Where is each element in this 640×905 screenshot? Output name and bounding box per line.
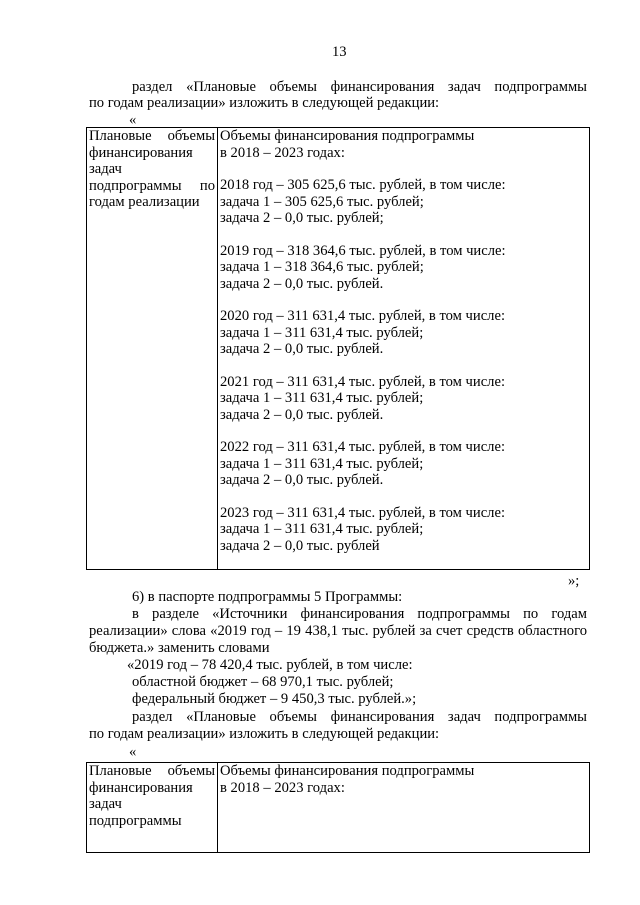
table-label-line: годам реализации — [89, 194, 200, 210]
quoted-line: областной бюджет – 68 970,1 тыс. рублей; — [132, 674, 394, 690]
open-quote: « — [129, 112, 137, 128]
close-quote: »; — [568, 573, 580, 589]
table-header-line: Объемы финансирования подпрограммы — [220, 128, 475, 144]
year-total: 2020 год – 311 631,4 тыс. рублей, в том числе: — [220, 308, 505, 324]
paragraph-line: по годам реализации» изложить в следующей редакции: — [89, 726, 440, 742]
quoted-line: федеральный бюджет – 9 450,3 тыс. рублей.»; — [132, 691, 417, 707]
table-label-line: подпрограммы по — [89, 177, 215, 194]
list-item-heading: 6) в паспорте подпрограммы 5 Программы: — [132, 589, 403, 605]
task-1-amount: задача 1 – 311 631,4 тыс. рублей; — [220, 324, 424, 341]
year-block — [220, 243, 587, 293]
table-label-line: задач — [89, 161, 122, 177]
table-value-cell — [218, 128, 590, 570]
quoted-line: «2019 год – 78 420,4 тыс. рублей, в том числе: — [127, 657, 413, 673]
financing-table-2 — [86, 762, 590, 853]
table-label-cell — [87, 763, 218, 853]
year-block — [220, 177, 587, 227]
table-value-cell — [218, 763, 590, 853]
open-quote: « — [129, 744, 137, 760]
page-number: 13 — [332, 44, 347, 60]
table-label-line: Плановые объемы — [89, 763, 215, 779]
paragraph-line: раздел «Плановые объемы финансирования задач подпрограммы — [132, 79, 587, 95]
year-total: 2019 год – 318 364,6 тыс. рублей, в том числе: — [220, 242, 506, 259]
table-label-line: задач — [89, 796, 122, 812]
task-2-amount: задача 2 – 0,0 тыс. рублей. — [220, 341, 384, 357]
year-block — [220, 439, 587, 489]
task-2-amount: задача 2 – 0,0 тыс. рублей — [220, 537, 380, 554]
table-header-line: в 2018 – 2023 годах: — [220, 779, 345, 796]
paragraph-line: реализации» слова «2019 год – 19 438,1 тыс. рублей за счет средств областного — [89, 623, 587, 639]
table-label-line: подпрограммы — [89, 812, 182, 829]
table-header-line: в 2018 – 2023 годах: — [220, 144, 345, 161]
task-2-amount: задача 2 – 0,0 тыс. рублей. — [220, 275, 384, 292]
table-label-line: финансирования — [89, 779, 193, 796]
table-label-line: финансирования — [89, 144, 193, 161]
year-total: 2018 год – 305 625,6 тыс. рублей, в том числе: — [220, 177, 506, 193]
table-label-cell — [87, 128, 218, 570]
task-2-amount: задача 2 – 0,0 тыс. рублей. — [220, 406, 384, 423]
year-block — [220, 308, 587, 358]
paragraph-line: бюджета.» заменить словами — [89, 640, 270, 656]
year-total: 2022 год – 311 631,4 тыс. рублей, в том числе: — [220, 439, 505, 455]
year-block — [220, 505, 587, 555]
paragraph-line: в разделе «Источники финансирования подпрограммы по годам — [132, 606, 587, 622]
task-1-amount: задача 1 – 318 364,6 тыс. рублей; — [220, 259, 424, 275]
year-block — [220, 374, 587, 424]
financing-table-1 — [86, 127, 590, 570]
table-header-line: Объемы финансирования подпрограммы — [220, 763, 475, 779]
table-label-line: Плановые объемы — [89, 128, 215, 144]
task-1-amount: задача 1 – 305 625,6 тыс. рублей; — [220, 193, 424, 210]
year-total: 2021 год – 311 631,4 тыс. рублей, в том числе: — [220, 373, 505, 390]
paragraph-line: раздел «Плановые объемы финансирования задач подпрограммы — [132, 709, 587, 725]
task-1-amount: задача 1 – 311 631,4 тыс. рублей; — [220, 521, 424, 537]
task-2-amount: задача 2 – 0,0 тыс. рублей. — [220, 472, 384, 488]
task-1-amount: задача 1 – 311 631,4 тыс. рублей; — [220, 390, 424, 406]
year-total: 2023 год – 311 631,4 тыс. рублей, в том числе: — [220, 504, 505, 521]
paragraph-line: по годам реализации» изложить в следующей редакции: — [89, 95, 440, 111]
task-1-amount: задача 1 – 311 631,4 тыс. рублей; — [220, 455, 424, 472]
task-2-amount: задача 2 – 0,0 тыс. рублей; — [220, 210, 384, 226]
